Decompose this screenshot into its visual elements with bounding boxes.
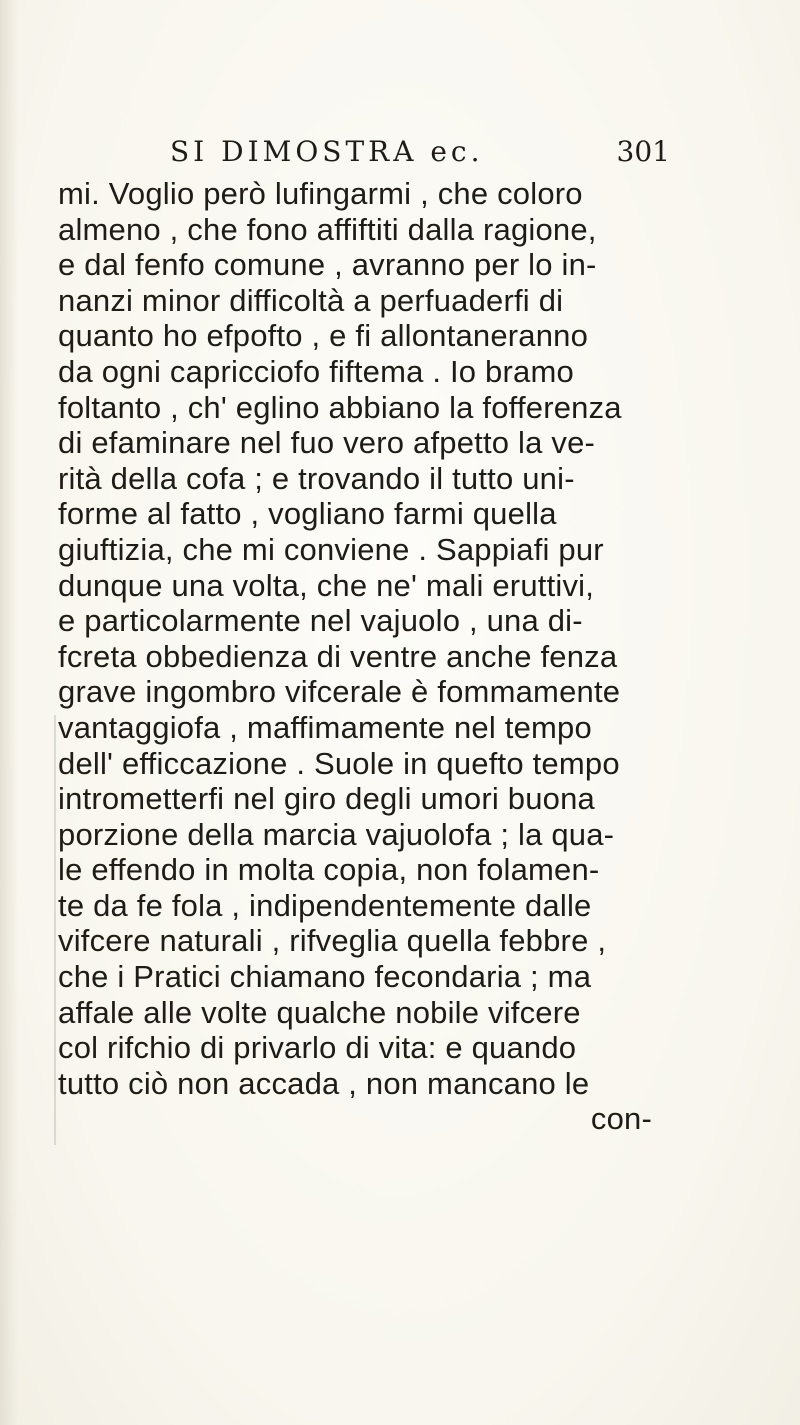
text-line: dell' efficcazione . Suole in quefto tempo — [58, 745, 620, 781]
text-line: col rifchio di privarlo di vita: e quando — [58, 1030, 577, 1066]
text-line: giuftizia, che mi conviene . Sappiafi pur — [58, 531, 604, 567]
text-line: grave ingombro vifcerale è fommamente — [58, 674, 621, 710]
margin-mark — [54, 715, 56, 1145]
text-line: di efaminare nel fuo vero afpetto la ve- — [58, 425, 596, 461]
text-line: tutto ciò non accada , non mancano le — [58, 1065, 590, 1101]
page-header — [170, 132, 730, 172]
text-line: e dal fenfo comune , avranno per lo in- — [58, 247, 597, 283]
text-line: e particolarmente nel vajuolo , una di- — [58, 603, 583, 639]
text-line: le effendo in molta copia, non folamen- — [58, 852, 600, 888]
text-line: da ogni capricciofo fiftema . Io bramo — [58, 353, 574, 389]
text-line: foltanto , ch' eglino abbiano la fofferenza — [58, 389, 622, 425]
text-line: che i Pratici chiamano fecondaria ; ma — [58, 959, 592, 995]
running-title: SI DIMOSTRA ec. — [170, 135, 484, 168]
text-line: forme al fatto , vogliano farmi quella — [58, 496, 557, 532]
text-line: mi. Voglio però lufingarmi , che coloro — [58, 176, 583, 211]
text-line: quanto ho efpofto , e fi allontaneranno — [58, 318, 589, 354]
text-line: intrometterfi nel giro degli umori buona — [58, 781, 595, 817]
catchword: con- — [590, 1101, 652, 1137]
page-gutter-shadow — [0, 0, 18, 1425]
text-line: fcreta obbedienza di ventre anche fenza — [58, 638, 618, 674]
text-line: vifcere naturali , rifveglia quella febbre , — [58, 923, 607, 959]
text-line: rità della cofa ; e trovando il tutto uni- — [58, 460, 575, 496]
text-line: vantaggiofa , maffimamente nel tempo — [58, 709, 592, 745]
text-line: nanzi minor difficoltà a perfuaderfi di — [58, 282, 564, 318]
body-text — [58, 176, 758, 1137]
text-line: affale alle volte qualche nobile vifcere — [58, 994, 581, 1030]
text-line: porzione della marcia vajuolofa ; la qua- — [58, 816, 615, 852]
text-line: dunque una volta, che ne' mali eruttivi, — [58, 567, 595, 603]
page-number: 301 — [616, 135, 670, 168]
text-line: almeno , che fono affiftiti dalla ragione, — [58, 211, 597, 247]
text-line: te da fe fola , indipendentemente dalle — [58, 887, 592, 923]
